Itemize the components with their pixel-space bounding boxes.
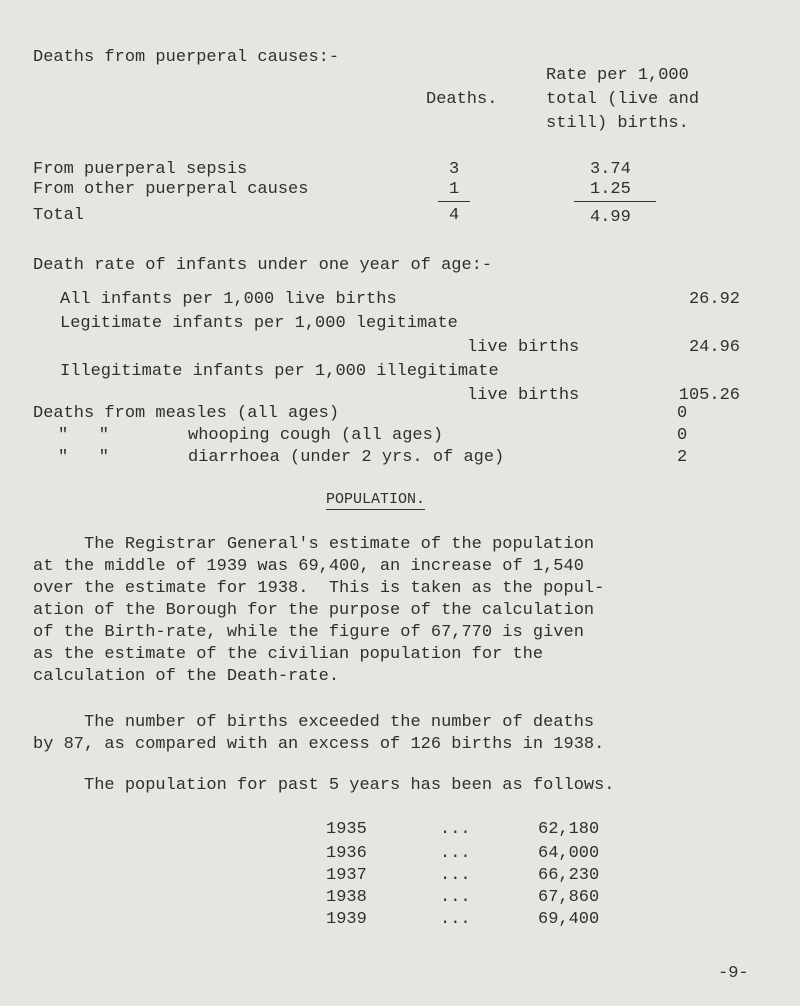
row-deaths-sepsis: 3 [449,160,460,179]
row-deaths-total: 4 [449,206,460,225]
measles-label: Deaths from measles (all ages) [33,404,340,423]
infants-legit-label-2: live births [467,338,580,357]
whooping-value: 0 [677,426,688,445]
row-rate-total: 4.99 [590,208,631,227]
year-cell: 1937 [326,866,367,885]
year-cell: 1939 [326,910,367,929]
infants-illegit-label-2: live births [467,386,580,405]
year-cell: 1938 [326,888,367,907]
diarrhoea-label: diarrhoea (under 2 yrs. of age) [188,448,505,467]
year-cell: 1936 [326,844,367,863]
ditto-marks-1: " " [58,426,110,445]
row-deaths-other: 1 [449,180,460,199]
infants-illegit-label-1: Illegitimate infants per 1,000 illegitimate [60,362,499,381]
population-value-cell: 62,180 [538,820,600,839]
year-cell: 1935 [326,820,367,839]
dots-cell: ... [440,866,471,885]
dots-cell: ... [440,910,471,929]
population-value-cell: 67,860 [538,888,600,907]
dots-cell: ... [440,844,471,863]
col-header-rate-3: still) births. [546,114,689,133]
row-label-sepsis: From puerperal sepsis [33,160,248,179]
population-value-cell: 66,230 [538,866,600,885]
population-para-3: The population for past 5 years has been as follows. [33,776,615,795]
population-value-cell: 64,000 [538,844,600,863]
puerperal-heading: Deaths from puerperal causes:- [33,48,340,67]
population-para-2: The number of births exceeded the number of deaths by 87, as compared with an excess of 126 births in 1938. [33,713,605,754]
row-label-other: From other puerperal causes [33,180,309,199]
whooping-label: whooping cough (all ages) [188,426,444,445]
population-value-cell: 69,400 [538,910,600,929]
population-heading: POPULATION. [326,491,426,508]
ditto-marks-2: " " [58,448,110,467]
row-label-total: Total [33,206,85,225]
infants-legit-label-1: Legitimate infants per 1,000 legitimate [60,314,458,333]
diarrhoea-value: 2 [677,448,688,467]
dots-cell: ... [440,820,471,839]
dots-cell: ... [440,888,471,907]
infants-legit-value: 24.96 [688,338,740,357]
rate-total-rule [574,201,656,202]
row-rate-sepsis: 3.74 [590,160,631,179]
col-header-rate-1: Rate per 1,000 [546,66,689,85]
infants-all-value: 26.92 [688,290,740,309]
population-para-1: The Registrar General's estimate of the population at the middle of 1939 was 69,400, an increase of 1,540 over the estimate for 1938. This is taken as the popul- ation of the Borough for the purpose of the calculation of the Birth-rate, while the figure of 67,770 is given as the estimate of the civilian population for the calculation of the Death-rate. [33,535,605,686]
row-rate-other: 1.25 [590,180,631,199]
infants-heading: Death rate of infants under one year of age:- [33,256,493,275]
page-number: -9- [718,964,749,983]
infants-illegit-value: 105.26 [678,386,740,405]
col-header-deaths: Deaths. [426,90,498,109]
infants-all-label: All infants per 1,000 live births [60,290,397,309]
col-header-rate-2: total (live and [546,90,700,109]
deaths-total-rule [438,201,470,202]
measles-value: 0 [677,404,688,423]
